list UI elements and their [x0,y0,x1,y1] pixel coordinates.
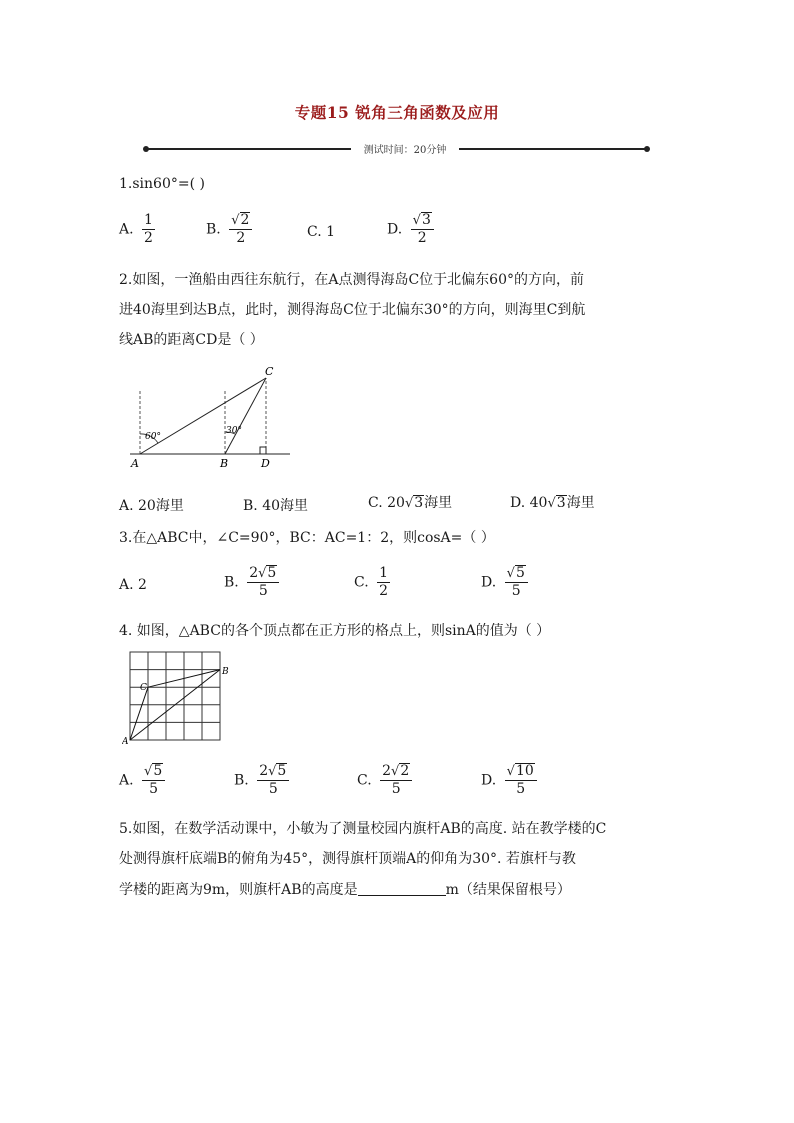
q1-option-d: D. $\frac{√3}{2}$ [387,212,434,247]
answer-blank[interactable] [358,881,446,896]
point-a-label: A [122,737,129,746]
point-c-label: C [265,365,274,378]
fraction: $\frac{2√5}{5}$ [247,565,279,600]
q3-option-d: D. $\frac{√5}{5}$ [481,565,528,600]
q2-option-b: B. 40海里 [243,498,309,514]
point-a-label: A [131,457,139,470]
fraction: $\frac{1}{2}$ [379,565,389,599]
q1-option-a: A. $\frac{1}{2}$ [119,212,153,246]
point-c-label: C [140,683,147,693]
fraction: $\frac{2√2}{5}$ [380,763,412,798]
fraction: $\frac{√2}{2}$ [229,212,252,247]
point-b-label: B [220,457,229,470]
question-2-line1: 2.如图，一渔船由西往东航行，在A点测得海岛C位于北偏东60°的方向，前 [119,272,584,288]
q3-option-c: C. $\frac{1}{2}$ [354,565,389,599]
fraction: $\frac{1}{2}$ [144,212,153,246]
q3-option-a: A. 2 [119,577,147,593]
point-d-label: D [261,457,270,470]
q4-option-a: A. $\frac{√5}{5}$ [119,763,165,798]
fraction: $\frac{√5}{5}$ [142,763,165,798]
angle-30-label: 30° [226,426,242,436]
question-5-line1: 5.如图，在数学活动课中，小敏为了测量校园内旗杆AB的高度. 站在教学楼的C [119,821,607,837]
q4-option-c: C. $\frac{2√2}{5}$ [357,763,412,798]
q2-figure [125,362,295,474]
grid [130,652,220,740]
question-2-line3: 线AB的距离CD是（ ） [119,332,264,348]
fraction: $\frac{√10}{5}$ [505,763,537,798]
question-5-line3: 学楼的距离为9m，则旗杆AB的高度是 m（结果保留根号） [119,882,571,898]
line-ac [140,378,266,454]
fraction: $\frac{√5}{5}$ [505,565,528,600]
q4-grid-figure [122,646,237,746]
q2-option-a: A. 20海里 [119,498,184,514]
angle-60-label: 60° [145,432,161,442]
question-2-line2: 进40海里到达B点，此时，测得海岛C位于北偏东30°的方向，则海里C到航 [119,302,586,318]
page-title: 专题15 锐角三角函数及应用 [294,103,500,122]
test-time: 测试时间：20分钟 [351,141,459,156]
question-4-stem: 4. 如图，△ABC的各个顶点都在正方形的格点上，则sinA的值为（ ） [119,623,551,639]
q2-option-c: C. 20√3海里 [368,495,453,511]
line-bc [225,378,266,454]
q4-option-b: B. $\frac{2√5}{5}$ [234,763,289,798]
right-angle-mark [260,447,266,454]
q1-option-b: B. $\frac{√2}{2}$ [206,212,252,247]
point-b-label: B [222,667,229,677]
question-3-stem: 3.在△ABC中，∠C=90°，BC：AC=1：2，则cosA=（ ） [119,530,495,546]
fraction: $\frac{2√5}{5}$ [257,763,289,798]
q4-option-d: D. $\frac{√10}{5}$ [481,763,537,798]
fraction: $\frac{√3}{2}$ [411,212,434,247]
question-5-line2: 处测得旗杆底端B的俯角为45°，测得旗杆顶端A的仰角为30°. 若旗杆与教 [119,851,576,867]
question-1-stem: 1.sin60°=( ) [119,176,205,192]
q1-option-c: C. 1 [307,224,336,240]
q3-option-b: B. $\frac{2√5}{5}$ [224,565,279,600]
rule-right-dot [644,146,650,152]
q2-option-d: D. 40√3海里 [510,495,595,511]
